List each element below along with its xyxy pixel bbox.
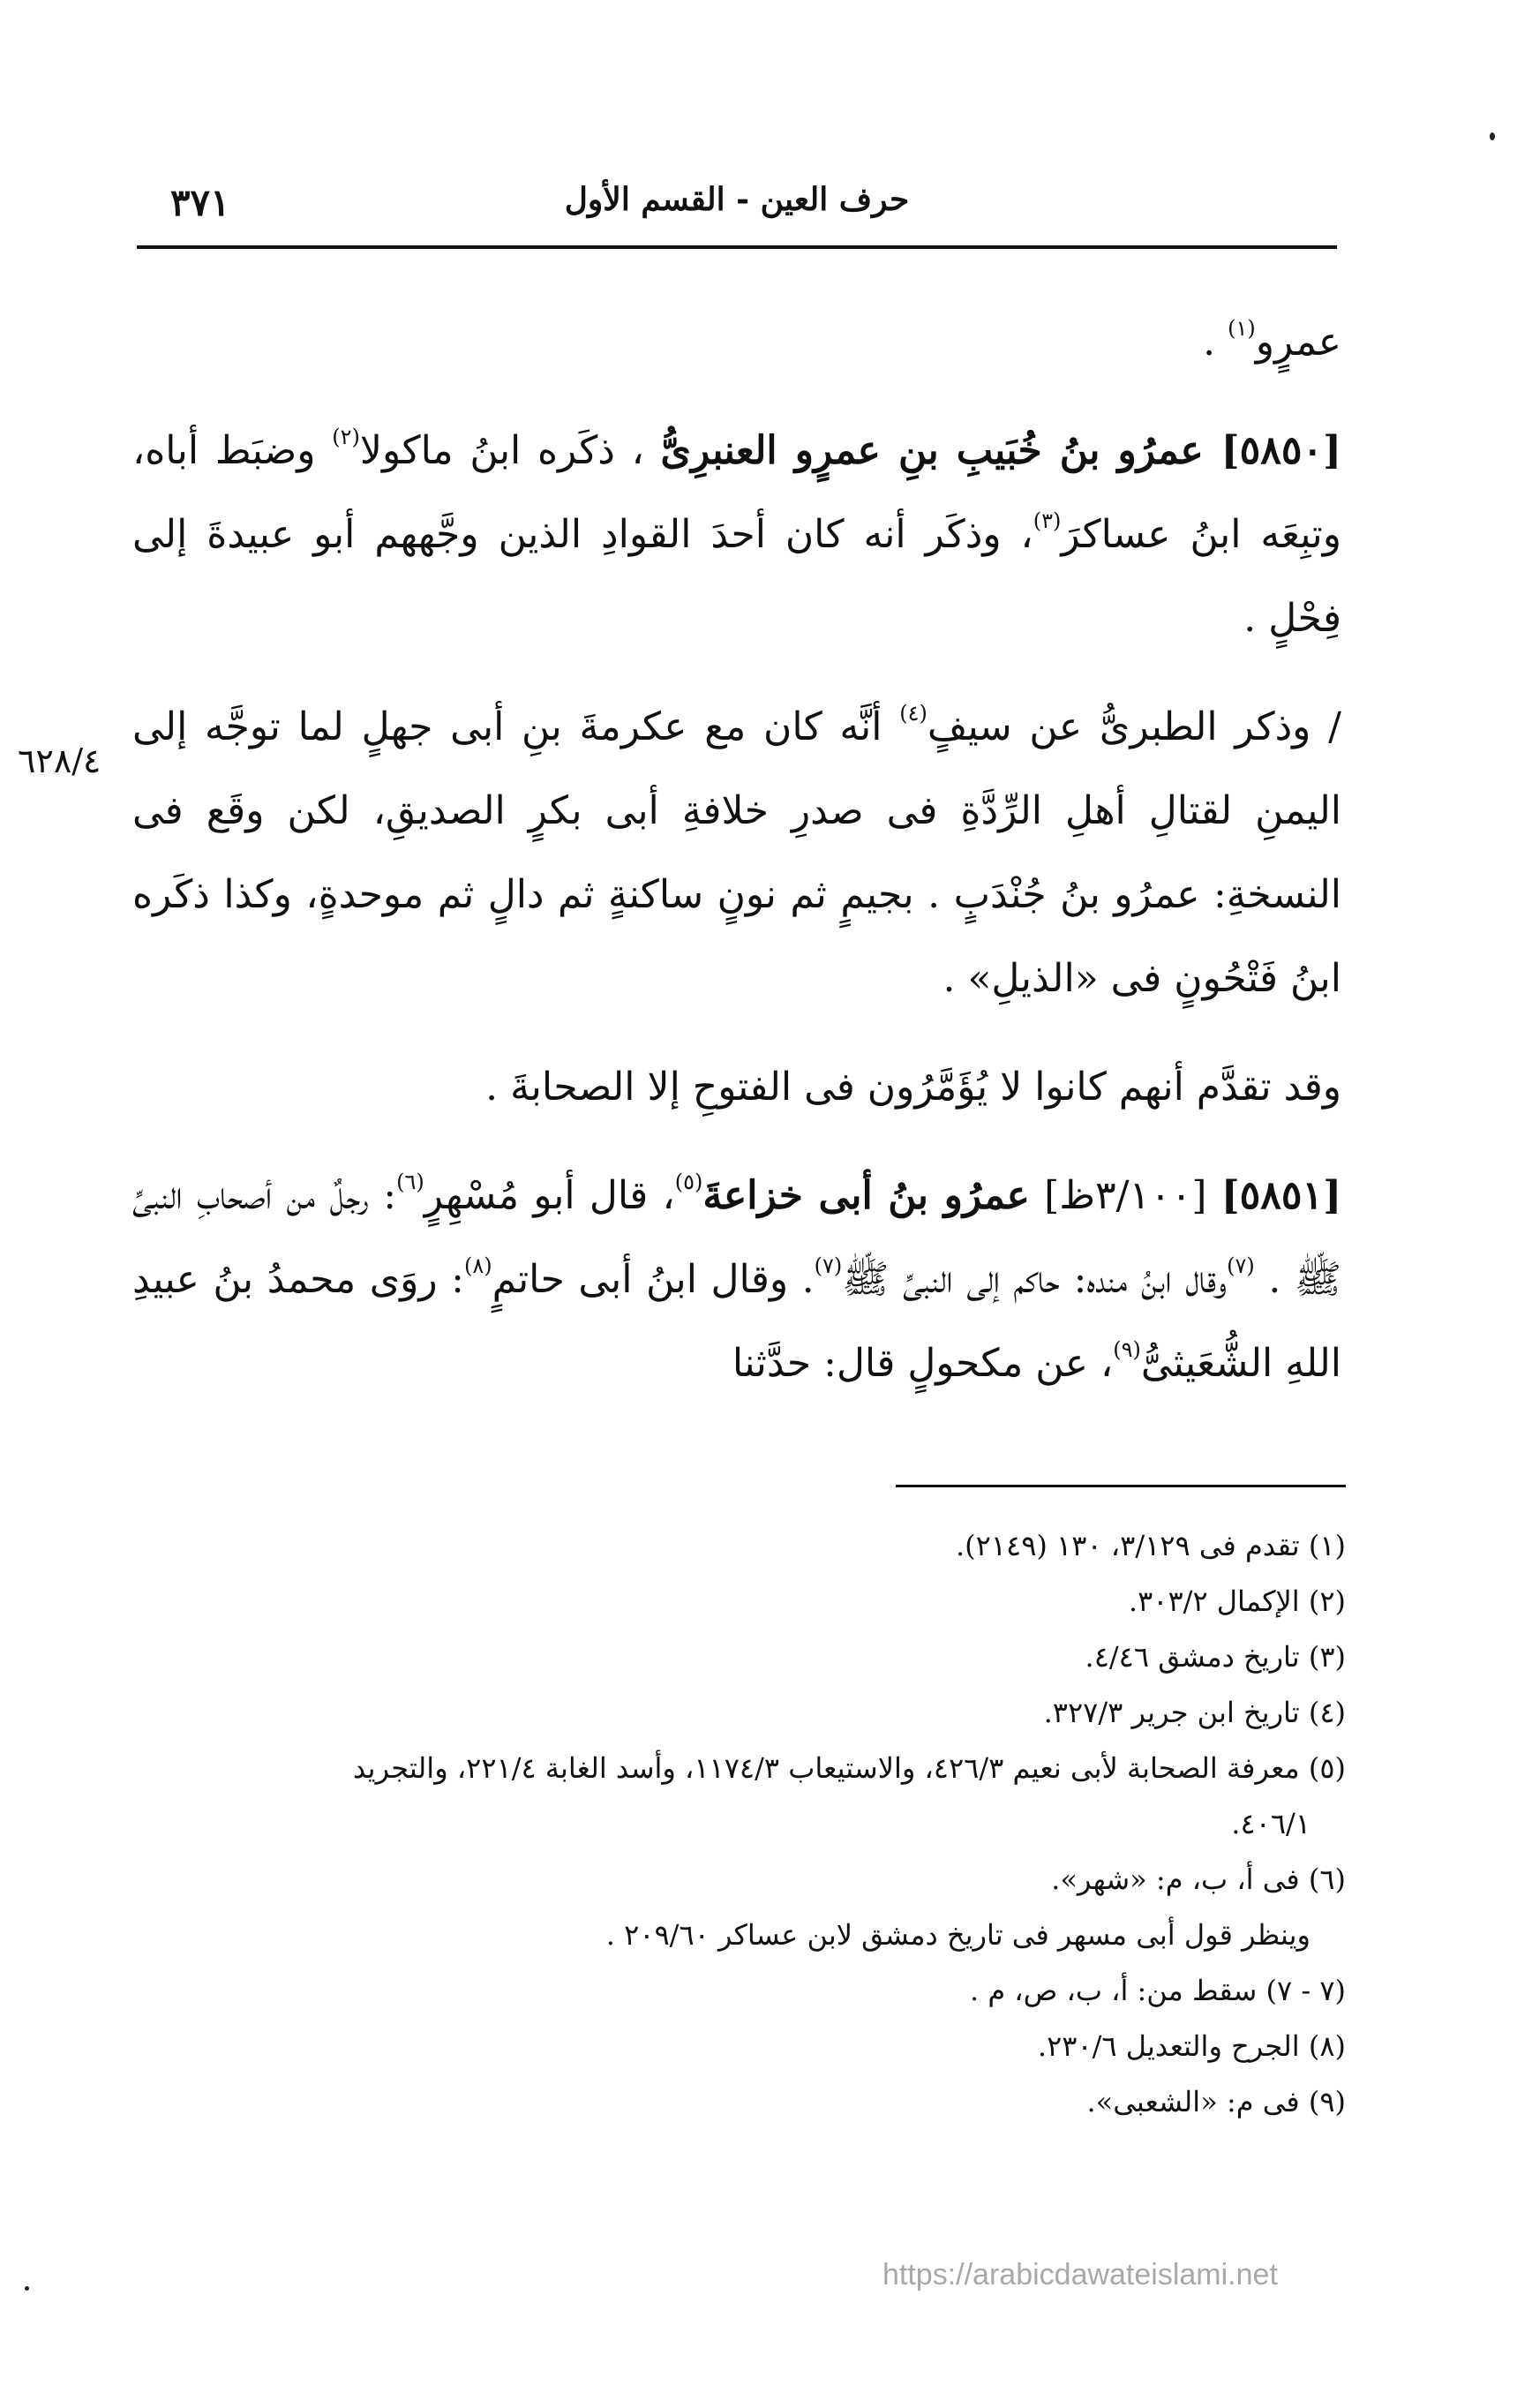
paragraph-tabari: / وذكر الطبرىُّ عن سيفٍ$^{(٤)}$ أنَّه كان مع عكرمةَ بنِ أبى جهلٍ لما توجَّه إلى اليمنِ لقتالِ أهلِ الرِّدَّةِ فى صدرِ خلافةِ أبى بكرٍ الصديقِ، لكن وقَع فى النسخةِ: عمرُو بنُ جُنْدَبٍ . بجيمٍ ثم نونٍ ساكنةٍ ثم دالٍ ثم موحدةٍ، وكذا ذكَره ابنُ فَتْحُونٍ فى «الذيلِ» . [132,701,1341,1001]
footnote-ref: (٤) [899,701,927,726]
footnote-7: (٧ - ٧) سقط من: أ، ب، ص، م . [969,1974,1346,2007]
entry-number: [٥٨٥١] [1220,1173,1342,1218]
footnote-3: (٣) تاريخ دمشق ٤/٤٦. [1085,1640,1346,1674]
entry-number: [٥٨٥٠] [1220,428,1341,473]
footnote-5: (٥) معرفة الصحابة لأبى نعيم ٤٢٦/٣، والاستيعاب ١١٧٤/٣، وأسد الغابة ٢٢١/٤، والتجريد [352,1751,1346,1785]
footnote-ref: (٨) [464,1253,492,1278]
footnote-ref: (٢) [332,425,360,449]
footnote-1: (١) تقدم فى ٣/١٢٩، ١٣٠ (٢١٤٩). [956,1529,1346,1562]
footnote-ref: (٧) [1227,1253,1255,1278]
page-header [137,172,1337,234]
footnote-5-continued: ٤٠٦/١. [1231,1807,1310,1840]
footnote-ref: (٣) [1033,508,1062,533]
page-number: ٣٧١ [170,181,230,224]
footnote-ref: (٦) [396,1170,424,1194]
margin-reference: ٦٢٨/٤ [18,741,101,780]
scan-speck [25,2286,29,2291]
paragraph-note: وقد تقدَّم أنهم كانوا لا يُؤَمَّرُون فى الفتوحِ إلا الصحابةَ . [485,1065,1341,1110]
footnote-4: (٤) تاريخ ابن جرير ٣٢٧/٣. [1043,1696,1346,1729]
entry-name: عمرُو بنُ خُبَيبِ بنِ عمرٍو العنبرِىُّ [660,428,1221,473]
entry-5851: [٥٨٥١] [٣/١٠٠ظ] عمرُو بنُ أبى خزاعةَ$^{(٥)}$، قال أبو مُسْهِرٍ$^{(٦)}$: رجلٌ من أصحابِ النبىِّ ﷺ . $^{(٧)}$وقال ابنُ منده: حاكم إلى النبىِّ ﷺ$^{(٧)}$. وقال ابنُ أبى حاتمٍ$^{(٨)}$: روَى محمدُ بنُ عبيدِ اللهِ الشُّعَيثىُّ$^{(٩)}$، عن مكحولٍ قال: حدَّثنا [132,1170,1342,1386]
footnote-6: (٦) فى أ، ب، م: «شهر». [1051,1862,1346,1896]
footnotes [132,1518,1346,2130]
footnote-ref: (٧) [814,1253,843,1278]
main-text [132,300,1341,1405]
footnote-8: (٨) الجرح والتعديل ٢٣٠/٦. [1037,2029,1346,2063]
watermark-url: https://arabicdawateislami.net [882,2258,1278,2291]
paragraph-continuation: عمرٍو$^{(١)}$ . [1203,316,1341,365]
footnote-2: (٢) الإكمال ٣٠٣/٢. [1128,1584,1346,1618]
footnote-ref: (٥) [674,1170,703,1194]
header-rule [137,245,1337,249]
footnote-separator [896,1485,1346,1487]
running-title: حرف العين - القسم الأول [564,181,910,218]
footnote-ref: (٩) [1113,1337,1141,1362]
footnote-6-continued: وينظر قول أبى مسهر فى تاريخ دمشق لابن عساكر ٢٠٩/٦٠ . [605,1918,1310,1952]
footnote-9: (٩) فى م: «الشعبى». [1086,2085,1346,2118]
entry-5850: [٥٨٥٠] عمرُو بنُ خُبَيبِ بنِ عمرٍو العنبرِىُّ ، ذكَره ابنُ ماكولا$^{(٢)}$ وضبَط أباه، وتبِعَه ابنُ عساكرَ$^{(٣)}$، وذكَر أنه كان أحدَ القوادِ الذين وجَّههم أبو عبيدةَ إلى فِحْلٍ . [132,425,1341,641]
footnote-ref: (١) [1228,316,1256,341]
manuscript-ref: [٣/١٠٠ظ] [1029,1173,1221,1218]
scan-speck [1490,132,1495,140]
entry-name: عمرُو بنُ أبى خزاعةَ [702,1173,1030,1218]
